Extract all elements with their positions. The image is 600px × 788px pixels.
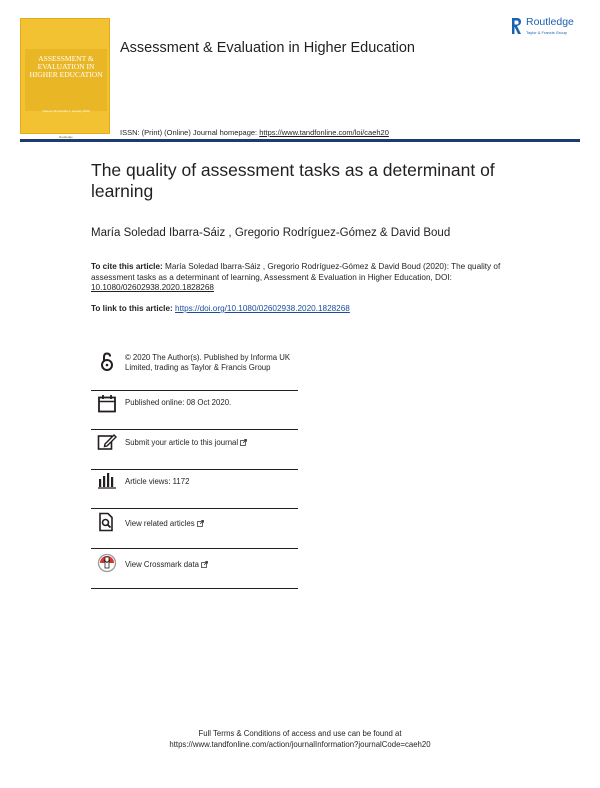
- cite-doi-link[interactable]: 10.1080/02602938.2020.1828268: [91, 283, 214, 292]
- footer: [0, 728, 600, 750]
- issn-label: ISSN: (Print) (Online) Journal homepage:: [120, 128, 260, 137]
- cover-publisher: Routledge: [59, 135, 73, 139]
- publisher-tagline: Taylor & Francis Group: [526, 30, 567, 35]
- publisher-name: Routledge: [526, 16, 574, 28]
- crossmark-row[interactable]: [91, 548, 298, 589]
- bar-chart-icon: [97, 471, 117, 491]
- submit-article-row[interactable]: [91, 429, 298, 470]
- calendar-icon: [97, 394, 117, 414]
- edit-icon: [97, 432, 117, 452]
- journal-homepage-link[interactable]: https://www.tandfonline.com/loi/caeh20: [259, 128, 389, 137]
- submit-article-label: Submit your article to this journal: [125, 438, 239, 447]
- crossmark-icon: [97, 553, 117, 573]
- article-views: Article views: 1172: [125, 477, 190, 486]
- article-doi-link[interactable]: https://doi.org/10.1080/02602938.2020.1828268: [175, 304, 350, 313]
- related-articles-row[interactable]: [91, 508, 298, 549]
- license-text: © 2020 The Author(s). Published by Informa UK Limited, trading as Taylor & Francis Group: [125, 353, 291, 372]
- related-articles-label: View related articles: [125, 519, 195, 528]
- citation-block: [91, 262, 531, 294]
- open-access-icon: [97, 352, 117, 372]
- submit-article-link[interactable]: [125, 438, 297, 448]
- link-label: To link to this article:: [91, 304, 176, 313]
- cover-title: ASSESSMENT & EVALUATION IN HIGHER EDUCATION: [29, 54, 103, 79]
- crossmark-label: View Crossmark data: [125, 560, 199, 569]
- external-link-icon: [240, 439, 247, 446]
- crossmark-link[interactable]: [125, 560, 297, 570]
- license-row[interactable]: [91, 350, 298, 391]
- footer-terms-link[interactable]: https://www.tandfonline.com/action/journalInformation?journalCode=caeh20: [169, 740, 431, 749]
- header-divider: [20, 139, 580, 142]
- published-row: [91, 390, 298, 430]
- published-date: Published online: 08 Oct 2020.: [125, 398, 232, 407]
- external-link-icon: [197, 520, 204, 527]
- article-authors: María Soledad Ibarra-Sáiz , Gregorio Rodríguez-Gómez & David Boud: [91, 227, 451, 239]
- external-link-icon: [201, 561, 208, 568]
- related-search-icon: [97, 512, 117, 532]
- journal-cover-image: [20, 18, 110, 139]
- related-articles-link[interactable]: [125, 519, 297, 529]
- cite-text: María Soledad Ibarra-Sáiz , Gregorio Rodríguez-Gómez & David Boud (2020): The quality of assessment tasks as a determinant of learning, Assessment & Evaluation in Higher Education, DOI:: [91, 262, 501, 282]
- article-title: The quality of assessment tasks as a determinant of learning: [91, 160, 495, 201]
- routledge-logo: [510, 16, 590, 46]
- journal-title: Assessment & Evaluation in Higher Education: [120, 40, 415, 56]
- footer-terms-text: Full Terms & Conditions of access and use can be found at: [198, 729, 402, 738]
- issn-line: [120, 128, 389, 137]
- routledge-r-icon: [510, 16, 522, 36]
- cite-label: To cite this article:: [91, 262, 163, 271]
- article-views-row: [91, 469, 298, 509]
- article-link-row: [91, 304, 350, 313]
- cover-volume: Volume 45 Number 1 January 2020: [42, 109, 90, 113]
